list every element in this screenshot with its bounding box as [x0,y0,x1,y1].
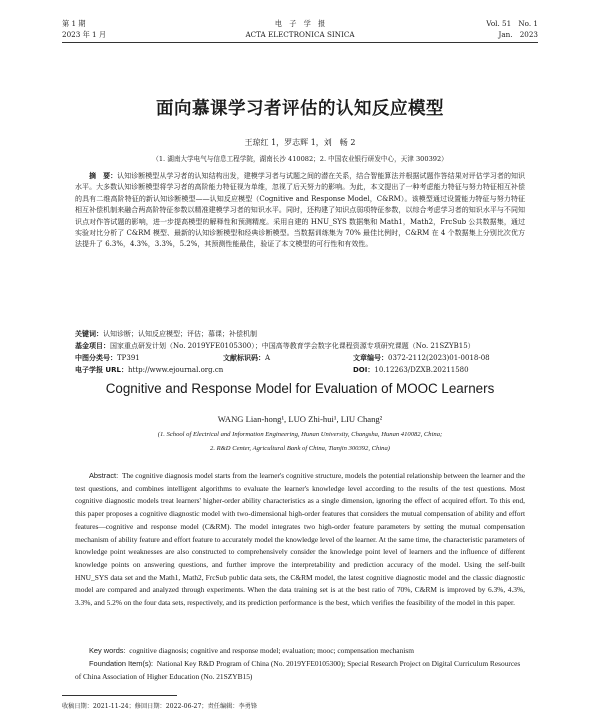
cn-fund-label: 基金项目： [75,342,110,350]
en-title: Cognitive and Response Model for Evaluation of MOOC Learners [105,381,495,396]
header-rule [62,42,538,43]
publication-date-cn: 2023 年 1 月 [62,30,107,39]
en-keywords [75,645,525,658]
article-number-value: 0372-2112(2023)01-0018-08 [388,354,490,362]
en-keywords-label: Key words: [89,646,126,655]
doi [353,366,469,375]
doi-value: 10.12263/DZXB.20211580 [374,366,469,374]
cn-keywords-label: 关键词： [75,330,103,338]
en-abstract-text: The cognitive diagnosis model starts from the learner's cognitive structure, models the potential relationship between the learner and the test questions, and combines intelligent algorithms to evaluate the learner's knowledge level according to the results of the test questions. Most cognitive diagnostic models treat learners' higher-order ability characteristics as a single dimension, ignoring the effect of acquired effort. To this end, this paper proposes a cognitive diagnostic model with two-dimensional high-order features that considers the mutual compensation of ability and effort features—cognitive and response model (C&RM). The model integrates two high-order feature parameters by setting the mutual compensation mechanism of ability feature and effort feature to accurately model the knowledge level of the learner. At the same time, the characteristic parameters of knowledge point weaknesses are also constructed to comprehensively consider the knowledge point level of learners and the influence of different knowledge points on answering questions, and further improve the interpretability and prediction accuracy of the model. Using the self-built HNU_SYS data set and the Math1, Math2, FrcSub public data sets, the C&RM model, the latest cognitive diagnostic model and the classic diagnostic model are compared and analyzed through experiments. When the data training set is at the best ratio of 70%, C&RM is improved by 6.3%, 4.3%, 3.3%, and 5.2% on the four data sets, respectively, and its prediction performance is the best, which verifies the feasibility of the model in this paper. [75,471,526,608]
doc-code-label: 文献标识码： [223,354,265,362]
cn-fund [75,342,525,351]
volume-number: Vol. 51 No. 1 [486,19,538,28]
cn-affiliation: （1. 湖南大学电气与信息工程学院，湖南长沙 410082；2. 中国农业银行研发中心，天津 300392） [152,155,448,163]
url-label: 电子学报 URL： [75,366,128,374]
article-number [353,354,490,363]
en-abstract-label: Abstract: [89,471,119,480]
cn-abstract [75,171,525,251]
en-fund-text: National Key R&D Program of China (No. 2019YFE0105300); Special Research Project on Digital Curriculum Resources of China Association of Higher Education (No. 21SZYB15) [75,659,521,681]
url-link[interactable]: http://www.ejournal.org.cn [127,366,224,374]
clc-label: 中图分类号： [75,354,117,362]
journal-name-en: ACTA ELECTRONICA SINICA [245,30,355,39]
footnote-rule [62,695,177,696]
cn-title: 面向慕课学习者评估的认知反应模型 [156,99,444,119]
en-fund-label: Foundation Item(s): [89,659,154,668]
doc-code-value: A [265,354,271,362]
issue-number: 第 1 期 [62,19,86,28]
cn-fund-text: 国家重点研发计划（No. 2019YFE0105300）；中国高等教育学会数字化课程资源专项研究课题（No. 21SZYB15） [110,342,475,350]
doi-label: DOI： [353,366,375,374]
en-abstract [75,470,525,610]
en-affiliation-1: (1. School of Electrical and Information Engineering, Hunan University, Changsha, Hunan 410082, China; [157,431,443,438]
cn-abstract-text: 认知诊断模型从学习者的认知结构出发，建模学习者与试题之间的潜在关系，结合智能算法并根据试题作答结果对评估学习者的知识水平。大多数认知诊断模型将学习者的高阶能力特征视为单维，忽视了后天努力的影响。为此，本文提出了一种考虑能力特征与努力特征相互补偿的具有二维高阶特征的新认知诊断模型——认知反应模型（Cognitive and Response Model，C&RM）。该模型通过设置能力特征与努力特征相互补偿机制来融合两高阶特征参数以精准建模学习者的知识水平。同时，还构建了知识点弱项特征参数，以综合考虑学习者的知识水平与不同知识点对作答试题的影响，进一步提高模型的解释性和预测精度。采用自建的 HNU_SYS 数据集和 Math1，Math2，FrcSub 公共数据集，通过实验对比分析了 C&RM 模型、最新的认知诊断模型和经典诊断模型。当数据训练集为 70% 最佳比例时，C&RM 在 4 个数据集上分别比次优方法提升了 6.3%，4.3%，3.3%，5.2%，其预测性能最佳，验证了本文模型的可行性和有效性。 [75,172,526,249]
journal-name-cn: 电 子 学 报 [274,19,326,28]
cn-url-doi-row [75,366,525,375]
clc-value: TP391 [117,354,140,362]
cn-abstract-label: 摘 要： [89,172,118,180]
en-fund [75,658,525,683]
en-authors: WANG Lian-hong¹, LUO Zhi-hui¹, LIU Chang² [217,414,383,424]
cn-keywords-text: 认知诊断；认知反应模型；评估；慕课；补偿机制 [103,330,257,338]
en-affiliation-2: 2. R&D Center, Agricultural Bank of China, Tianjin 300392, China) [210,445,390,452]
footnote-dates: 收稿日期：2021-11-24；修回日期：2022-06-27；责任编辑：李勇锋 [62,703,258,710]
publication-date-en: Jan. 2023 [498,30,538,39]
journal-url [75,366,223,375]
cn-authors: 王琼红 1，罗志辉 1，刘 畅 2 [244,138,356,147]
clc-number [75,354,140,363]
cn-keywords [75,330,525,339]
document-code [223,354,270,363]
cn-classification-row [75,354,525,363]
article-number-label: 文章编号： [353,354,388,362]
en-keywords-text: cognitive diagnosis; cognitive and response model; evaluation; mooc; compensation mechanism [129,646,414,655]
